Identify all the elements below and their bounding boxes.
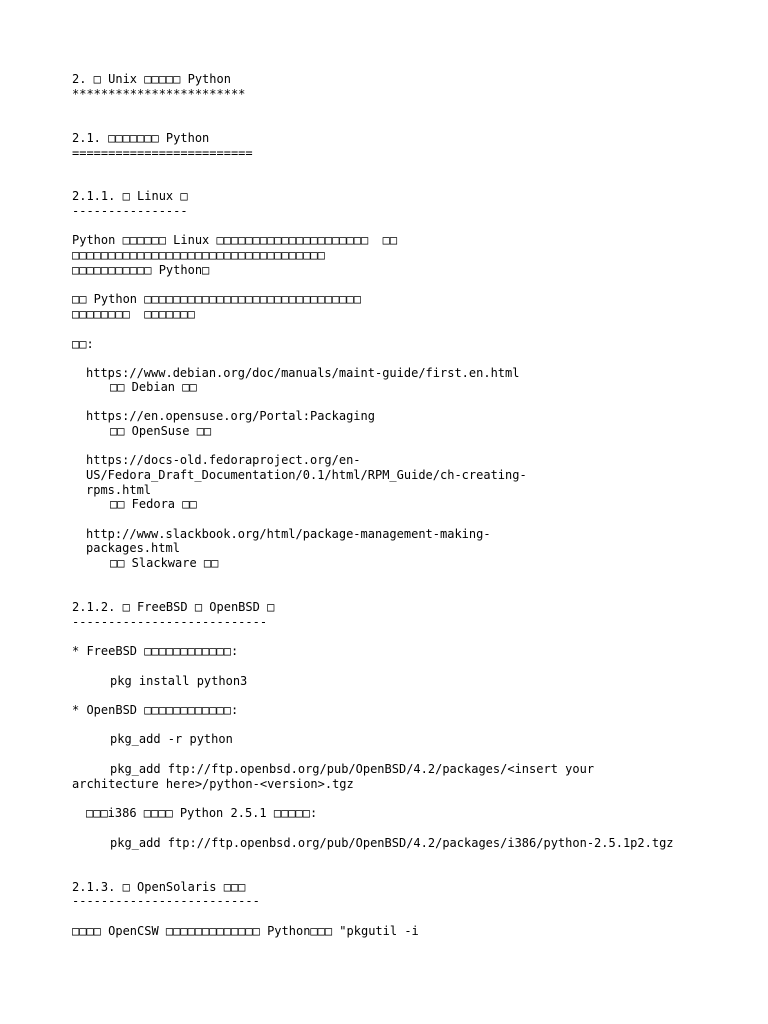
- fedora-link[interactable]: https://docs-old.fedoraproject.org/en-: [86, 453, 361, 467]
- debian-link[interactable]: https://www.debian.org/doc/manuals/maint-guide/first.en.html: [86, 366, 520, 380]
- freebsd-command: pkg install python3: [110, 674, 248, 688]
- paragraph-line: □□□□□□□□□□□□□□□□□□□□□□□□□□□□□□□□□□□: [72, 248, 325, 262]
- paragraph-line: □□□□ OpenCSW □□□□□□□□□□□□□ Python□□□ "pkgutil -i: [72, 924, 419, 938]
- slackware-description: □□ Slackware □□: [110, 556, 219, 570]
- subsubsection-underline-linux: ----------------: [72, 204, 188, 218]
- fedora-description: □□ Fedora □□: [110, 497, 197, 511]
- subsubsection-heading-linux: 2.1.1. □ Linux □: [72, 189, 188, 203]
- subsection-underline: =========================: [72, 146, 253, 160]
- section-underline: ************************: [72, 87, 246, 101]
- openbsd-example-intro: □□□i386 □□□□ Python 2.5.1 □□□□□:: [86, 806, 318, 820]
- openbsd-command-wrap: architecture here>/python-<version>.tgz: [72, 777, 354, 791]
- subsubsection-underline-bsd: ---------------------------: [72, 615, 268, 629]
- openbsd-intro: * OpenBSD □□□□□□□□□□□□:: [72, 703, 239, 717]
- paragraph-line: Python □□□□□□ Linux □□□□□□□□□□□□□□□□□□□□□ □□: [72, 233, 398, 247]
- opensuse-description: □□ OpenSuse □□: [110, 424, 212, 438]
- openbsd-command: pkg_add ftp://ftp.openbsd.org/pub/OpenBSD/4.2/packages/<insert your: [110, 762, 595, 776]
- debian-description: □□ Debian □□: [110, 380, 197, 394]
- freebsd-intro: * FreeBSD □□□□□□□□□□□□:: [72, 644, 239, 658]
- subsubsection-underline-opensolaris: --------------------------: [72, 894, 260, 908]
- paragraph-line: □□□□□□□□ □□□□□□□: [72, 307, 195, 321]
- slackware-link[interactable]: http://www.slackbook.org/html/package-management-making-: [86, 527, 491, 541]
- paragraph-line: □□ Python □□□□□□□□□□□□□□□□□□□□□□□□□□□□□□: [72, 292, 361, 306]
- opensuse-link[interactable]: https://en.opensuse.org/Portal:Packaging: [86, 409, 375, 423]
- section-heading: 2. □ Unix □□□□□ Python: [72, 72, 231, 86]
- fedora-link[interactable]: rpms.html: [86, 483, 152, 497]
- slackware-link[interactable]: packages.html: [86, 541, 180, 555]
- fedora-link[interactable]: US/Fedora_Draft_Documentation/0.1/html/RPM_Guide/ch-creating-: [86, 468, 527, 482]
- subsubsection-heading-bsd: 2.1.2. □ FreeBSD □ OpenBSD □: [72, 600, 275, 614]
- paragraph-line: □□□□□□□□□□□ Python□: [72, 263, 210, 277]
- openbsd-example-command: pkg_add ftp://ftp.openbsd.org/pub/OpenBSD/4.2/packages/i386/python-2.5.1p2.tgz: [110, 836, 674, 850]
- subsection-heading: 2.1. □□□□□□□ Python: [72, 131, 210, 145]
- openbsd-command: pkg_add -r python: [110, 732, 233, 746]
- see-also-label: □□:: [72, 337, 94, 351]
- subsubsection-heading-opensolaris: 2.1.3. □ OpenSolaris □□□: [72, 880, 246, 894]
